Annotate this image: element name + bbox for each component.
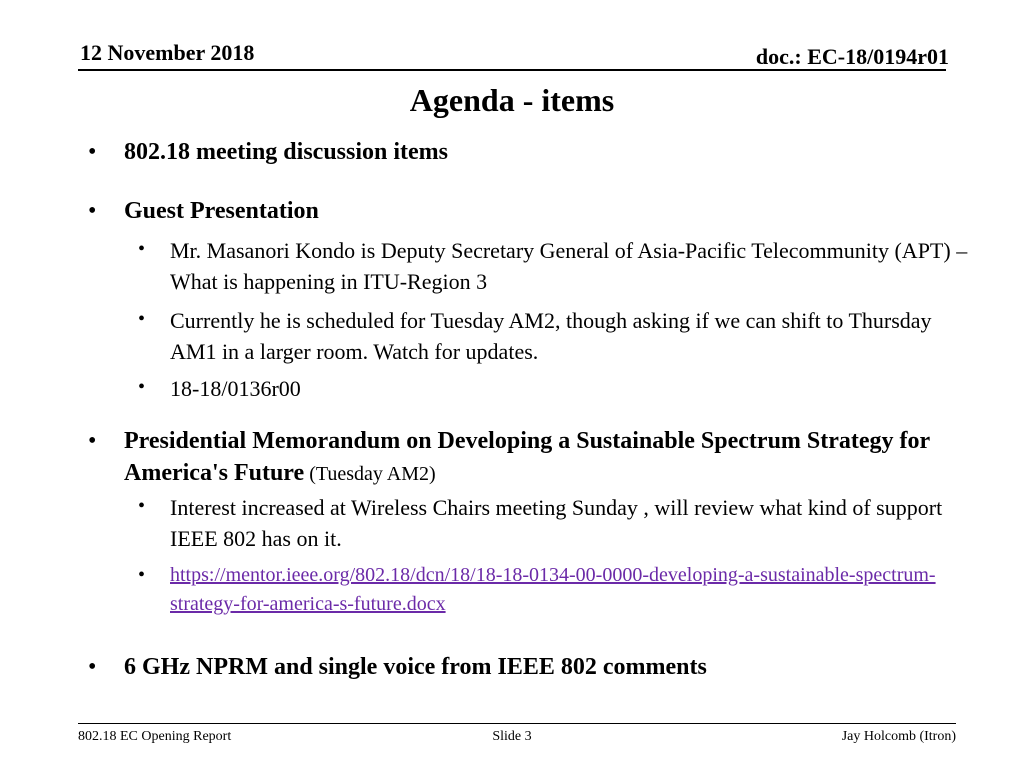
- footer-slide-number: Slide 3: [492, 729, 532, 744]
- footer-author: Jay Holcomb (Itron): [841, 729, 956, 744]
- header-doc-id: doc.: EC-18/0194r01: [755, 44, 949, 69]
- bullet-marker: •: [88, 139, 97, 165]
- bullet-text: Guest Presentation: [124, 198, 319, 224]
- bullet-marker: •: [138, 238, 146, 260]
- bullet-marker: •: [138, 564, 146, 586]
- document-link[interactable]: https://mentor.ieee.org/802.18/dcn/18/18-18-0134-00-0000-developing-a-sustainable-spectrum-strategy-for-america-s-future.docx: [170, 564, 936, 615]
- bullet-marker: •: [138, 495, 146, 517]
- sub-bullet-text: Interest increased at Wireless Chairs meeting Sunday , will review what kind of support IEEE 802 has on it.: [170, 495, 943, 551]
- sub-bullet-text: Currently he is scheduled for Tuesday AM2, though asking if we can shift to Thursday AM1 in a larger room. Watch for updates.: [170, 308, 932, 364]
- slide-title: Agenda - items: [409, 82, 615, 118]
- bullet-marker: •: [88, 198, 97, 224]
- bullet-marker: •: [138, 308, 146, 330]
- bullet-marker: •: [88, 654, 97, 680]
- footer-divider: [78, 723, 956, 724]
- sub-bullet-text: Mr. Masanori Kondo is Deputy Secretary General of Asia-Pacific Telecommunity (APT) – What is happening in ITU-Region 3: [170, 238, 968, 294]
- bullet-suffix: (Tuesday AM2): [304, 463, 436, 485]
- bullet-text: Presidential Memorandum on Developing a Sustainable Spectrum Strategy for America's Future: [124, 428, 930, 486]
- sub-bullet-text: 18-18/0136r00: [170, 376, 301, 401]
- bullet-text: 6 GHz NPRM and single voice from IEEE 802 comments: [124, 654, 707, 680]
- bullet-marker: •: [138, 376, 146, 398]
- bullet-marker: •: [88, 428, 97, 454]
- footer-left: 802.18 EC Opening Report: [78, 729, 232, 744]
- bullet-text: 802.18 meeting discussion items: [124, 139, 448, 165]
- header-date: 12 November 2018: [80, 40, 255, 65]
